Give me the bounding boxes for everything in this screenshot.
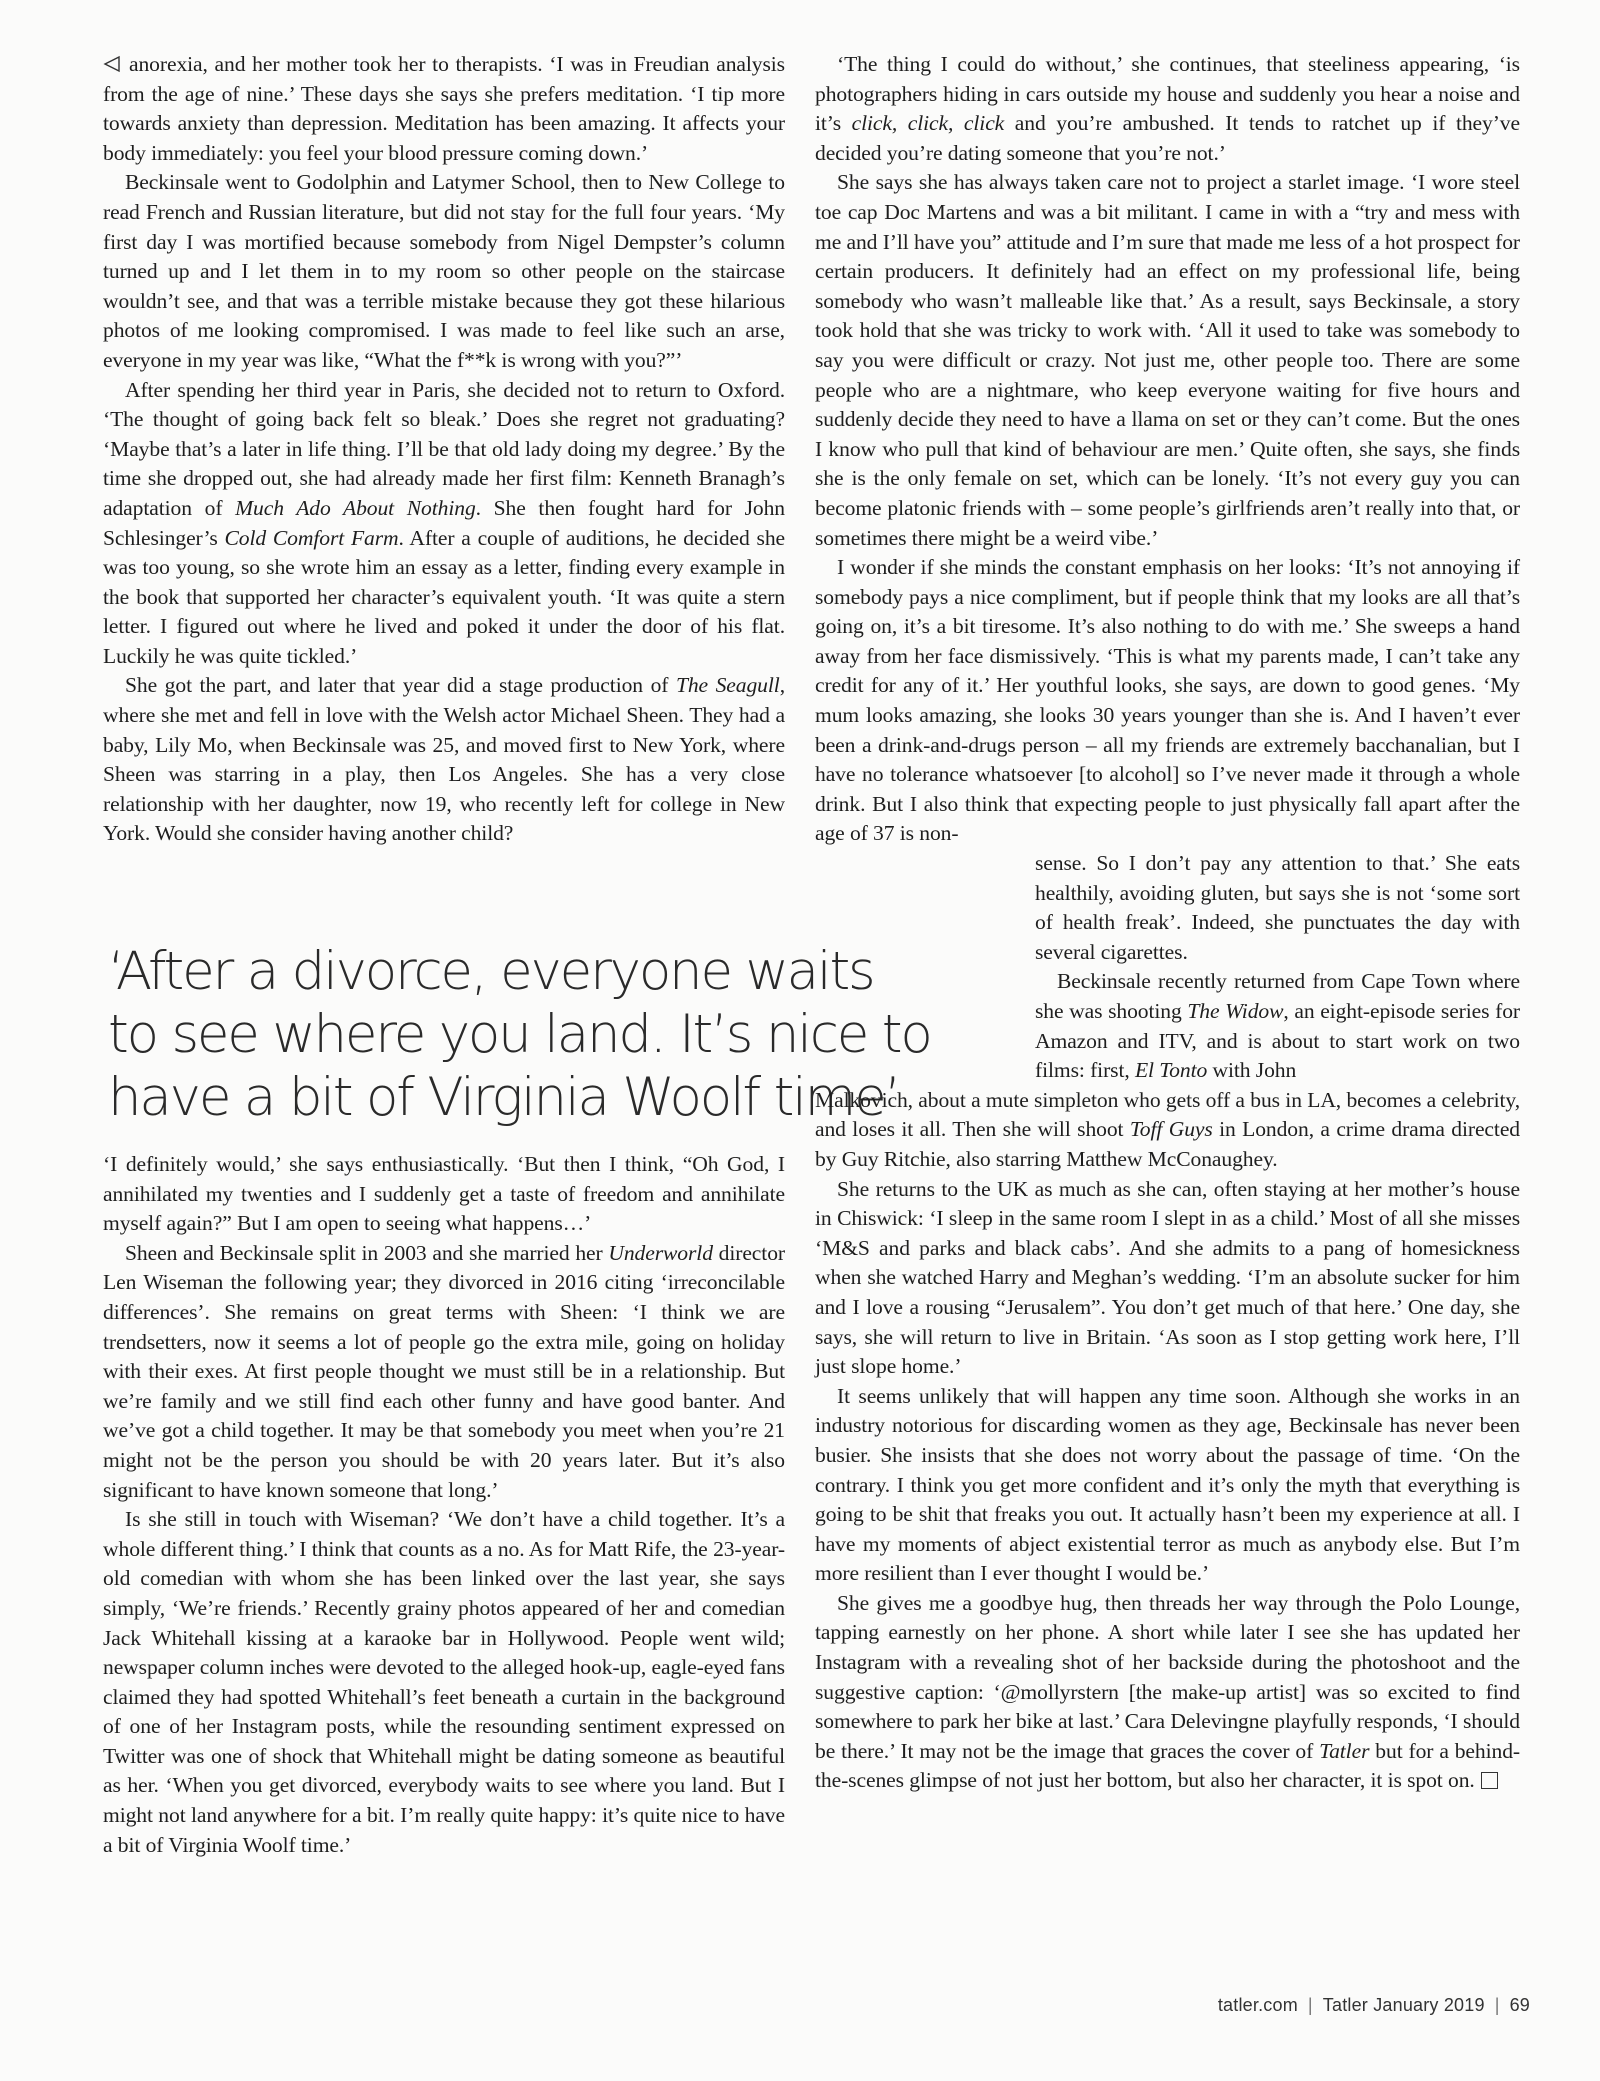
article-paragraph <box>103 671 785 849</box>
left-column-top <box>103 50 785 849</box>
article-paragraph <box>103 1150 785 1239</box>
paragraph-text: Malkovich, about a mute simpleton who gets off a bus in LA, becomes a celebrity, and loses it all. Then she will shoot <box>815 1087 1520 1142</box>
paragraph-text: Beckinsale recently returned from Cape Town where she was shooting <box>1035 969 1520 1023</box>
paragraph-text: She returns to the UK as much as she can, often staying at her mother’s house in Chiswick: ‘I sleep in the same room I slept in as a child.’ Most of all she misses ‘M&S and parks and black cabs’. And she admits to a pang of homesickness when she watched Harry and Meghan’s wedding. ‘I’m an absolute sucker for him and I love a rousing “Jerusalem”. You don’t get much of that here.’ One day, she says, she will return to live in Britain. ‘As soon as I stop getting work here, I’ll just slope home.’ <box>815 1176 1520 1379</box>
article-paragraph <box>103 50 785 168</box>
paragraph-text: Is she still in touch with Wiseman? ‘We don’t have a child together. It’s a whole different thing.’ I think that counts as a no. As for Matt Rife, the 23-year-old comedian with whom she has been linked over the last year, she says simply, ‘We’re friends.’ Recently grainy photos appeared of her and comedian Jack Whitehall kissing at a karaoke bar in Hollywood. People went wild; newspaper column inches were devoted to the alleged hook-up, eagle-eyed fans claimed they had spotted Whitehall’s feet beneath a curtain in the background of one of her Instagram posts, while the resounding sentiment expressed on Twitter was one of shock that Whitehall might be dating someone as beautiful as her. ‘When you get divorced, everybody waits to see where you land. But I might not land anywhere for a bit. I’m really quite happy: it’s quite nice to have a bit of Virginia Woolf time.’ <box>103 1507 785 1857</box>
italic-title: Much Ado About Nothing <box>235 495 476 520</box>
paragraph-text: director Len Wiseman the following year; they divorced in 2016 citing ‘irreconcilable differences’. She remains on great terms with Sheen: ‘I think we are trendsetters, now it seems a lot of people go the extra mile, going on holiday with their exes. At first people thought we must still be in a relationship. But we’re family and we still find each other funny and have good banter. And we’ve got a child together. It may be that somebody you meet when you’re 21 might not be the person you should be with 20 years later. But it’s also significant to have known someone that long.’ <box>103 1240 785 1502</box>
article-paragraph <box>103 168 785 375</box>
paragraph-text: , an eight-episode series for Amazon and ITV, and is about to start work on two films: first, <box>1035 999 1520 1083</box>
footer-separator: | <box>1307 1995 1313 2015</box>
article-paragraph <box>815 1589 1520 1796</box>
italic-title: The Widow <box>1187 999 1284 1023</box>
paragraph-text: , where she met and fell in love with the Welsh actor Michael Sheen. They had a baby, Lily Mo, when Beckinsale was 25, and moved first to New York, where Sheen was starring in a play, then Los Angeles. She has a very close relationship with her daughter, now 19, who recently left for college in New York. Would she consider having another child? <box>103 673 785 846</box>
paragraph-text: and you’re ambushed. It tends to ratchet up if they’ve decided you’re dating someone that you’re not.’ <box>815 111 1520 165</box>
article-paragraph <box>815 1175 1520 1382</box>
italic-title: El Tonto <box>1134 1058 1208 1083</box>
end-of-article-square-icon <box>1481 1772 1498 1789</box>
paragraph-text: ‘The thing I could do without,’ she continues, that steeliness appearing, ‘is photographers hiding in cars outside my house and suddenly you hear a noise and it’s <box>815 52 1520 136</box>
article-paragraph <box>815 168 1520 553</box>
paragraph-text: anorexia, and her mother took her to therapists. ‘I was in Freudian analysis from the age of nine.’ These days she says she prefers meditation. ‘I tip more towards anxiety than depression. Meditation has been amazing. It affects your body immediately: you feel your blood pressure coming down.’ <box>103 52 785 165</box>
article-paragraph <box>103 1239 785 1505</box>
italic-title: Tatler <box>1319 1738 1370 1763</box>
page-number: 69 <box>1509 1995 1530 2015</box>
paragraph-text: After spending her third year in Paris, she decided not to return to Oxford. ‘The thought of going back felt so bleak.’ Does she regret not graduating? ‘Maybe that’s a later in life thing. I’ll be that old lady doing my degree.’ By the time she dropped out, she had already made her first film: Kenneth Branagh’s adaptation of <box>103 377 785 520</box>
italic-title: Cold Comfort Farm <box>224 525 399 550</box>
article-paragraph <box>103 376 785 672</box>
paragraph-text: Beckinsale went to Godolphin and Latymer School, then to New College to read French and Russian literature, but did not stay for the full four years. ‘My first day I was mortified because somebody from Nigel Dempster’s column turned up and I let them in to my room so other people on the staircase wouldn’t see, and that was a terrible mistake because they got these hilarious photos of me looking compromised. I was made to feel like such an arse, everyone in my year was like, “What the f**k is wrong with you?”’ <box>103 170 785 372</box>
article-paragraph <box>815 553 1520 849</box>
paragraph-text: . She then fought hard for John Schlesinger’s <box>103 495 786 550</box>
article-paragraph <box>103 1505 785 1860</box>
right-column-bottom <box>815 1086 1520 1796</box>
pull-quote-line: ‘After a divorce, everyone waits <box>108 941 874 1002</box>
pull-quote-line: have a bit of Virginia Woolf time’ <box>108 1067 900 1128</box>
right-column <box>815 50 1520 1796</box>
paragraph-text: but for a behind-the-scenes glimpse of not just her bottom, but also her character, it is spot on. <box>815 1738 1520 1793</box>
footer-site: tatler.com <box>1217 1995 1298 2015</box>
paragraph-text: Sheen and Beckinsale split in 2003 and she married her <box>125 1240 609 1265</box>
page-footer <box>1218 1995 1530 2016</box>
article-paragraph <box>1035 849 1520 967</box>
article-paragraph <box>815 1382 1520 1589</box>
paragraph-text: sense. So I don’t pay any attention to that.’ She eats healthily, avoiding gluten, but says she is not ‘some sort of health freak’. Indeed, she punctuates the day with several cigarettes. <box>1035 851 1520 964</box>
paragraph-text: She got the part, and later that year did a stage production of <box>125 673 676 698</box>
footer-separator: | <box>1494 1995 1500 2015</box>
paragraph-text: She says she has always taken care not to project a starlet image. ‘I wore steel toe cap Doc Martens and was a bit militant. I came in with a “try and mess with me and I’ll have you” attitude and I’m sure that made me less of a hot prospect for certain producers. It definitely had an effect on my professional life, being somebody who wasn’t malleable like that.’ As a result, says Beckinsale, a story took hold that she was tricky to work with. ‘All it used to take was somebody to say you were difficult or crazy. Not just me, other people too. There are some people who are a nightmare, who keep everyone waiting for five hours and suddenly decide they need to have a llama on set or they can’t come. But the ones I know who pull that kind of behaviour are men.’ Quite often, she says, she finds she is the only female on set, which can be lonely. ‘It’s not every guy you can become platonic friends with – some people’s girlfriends aren’t really into that, or sometimes there might be a weird vibe.’ <box>815 170 1520 550</box>
italic-title: The Seagull <box>675 673 780 698</box>
paragraph-text: It seems unlikely that will happen any time soon. Although she works in an industry notorious for discarding women as they age, Beckinsale has never been busier. She insists that she does not worry about the passage of time. ‘On the contrary. I think you get more confident and it’s only the myth that everything is going to be shit that freaks you out. It actually hasn’t been my experience at all. I have my moments of abject existential terror as much as anybody else. But I’m more resilient than I ever thought I would be.’ <box>815 1383 1520 1586</box>
paragraph-text: ‘I definitely would,’ she says enthusiastically. ‘But then I think, “Oh God, I annihilated my twenties and I suddenly get a taste of freedom and annihilate myself again?” But I am open to seeing what happens…’ <box>103 1152 785 1236</box>
italic-title: Underworld <box>608 1240 713 1265</box>
article-paragraph <box>1035 967 1520 1085</box>
italic-title: click, click, click <box>851 111 1005 136</box>
right-column-top <box>815 50 1520 849</box>
paragraph-text: with John <box>1207 1058 1297 1083</box>
paragraph-text: . After a couple of auditions, he decided she was too young, so she wrote him an essay as a letter, finding every example in the book that supported her character’s equivalent youth. ‘It was quite a stern letter. I figured out where he lived and poked it under the door of his flat. Luckily he was quite tickled.’ <box>103 525 785 668</box>
article-paragraph <box>815 50 1520 168</box>
italic-title: Toff Guys <box>1129 1117 1213 1142</box>
pull-quote-line: to see where you land. It’s nice to <box>108 1004 931 1065</box>
article-paragraph <box>815 1086 1520 1175</box>
right-column-wrap-around-quote <box>1035 849 1520 1086</box>
paragraph-text: in London, a crime drama directed by Guy Ritchie, also starring Matthew McConaughey. <box>815 1117 1521 1171</box>
paragraph-text: I wonder if she minds the constant emphasis on her looks: ‘It’s not annoying if somebody pays a nice compliment, but if people think that my looks are all that’s going on, it’s a bit tiresome. It’s also nothing to do with me.’ She sweeps a hand away from her face dismissively. ‘This is what my parents made, I can’t take any credit for any of it.’ Her youthful looks, she says, are down to good genes. ‘My mum looks amazing, she looks 30 years younger than she is. And I haven’t ever been a drink-and-drugs person – all my friends are extremely bacchanalian, but I have no tolerance whatsoever [to alcohol] so I’ve never made it through a whole drink. But I also think that expecting people to just physically fall apart after the age of 37 is non- <box>815 555 1520 846</box>
left-column-bottom <box>103 1150 785 1860</box>
paragraph-text: She gives me a goodbye hug, then threads her way through the Polo Lounge, tapping earnestly on her phone. A short while later I see she has updated her Instagram with a revealing shot of her backside during the photoshoot and the suggestive caption: ‘@mollyrstern [the make-up artist] was so excited to find somewhere to park her bike at last.’ Cara Delevingne playfully responds, ‘I should be there.’ It may not be the image that graces the cover of <box>815 1590 1520 1763</box>
continued-from-previous-page-icon <box>103 52 121 70</box>
footer-issue: Tatler January 2019 <box>1322 1995 1485 2015</box>
